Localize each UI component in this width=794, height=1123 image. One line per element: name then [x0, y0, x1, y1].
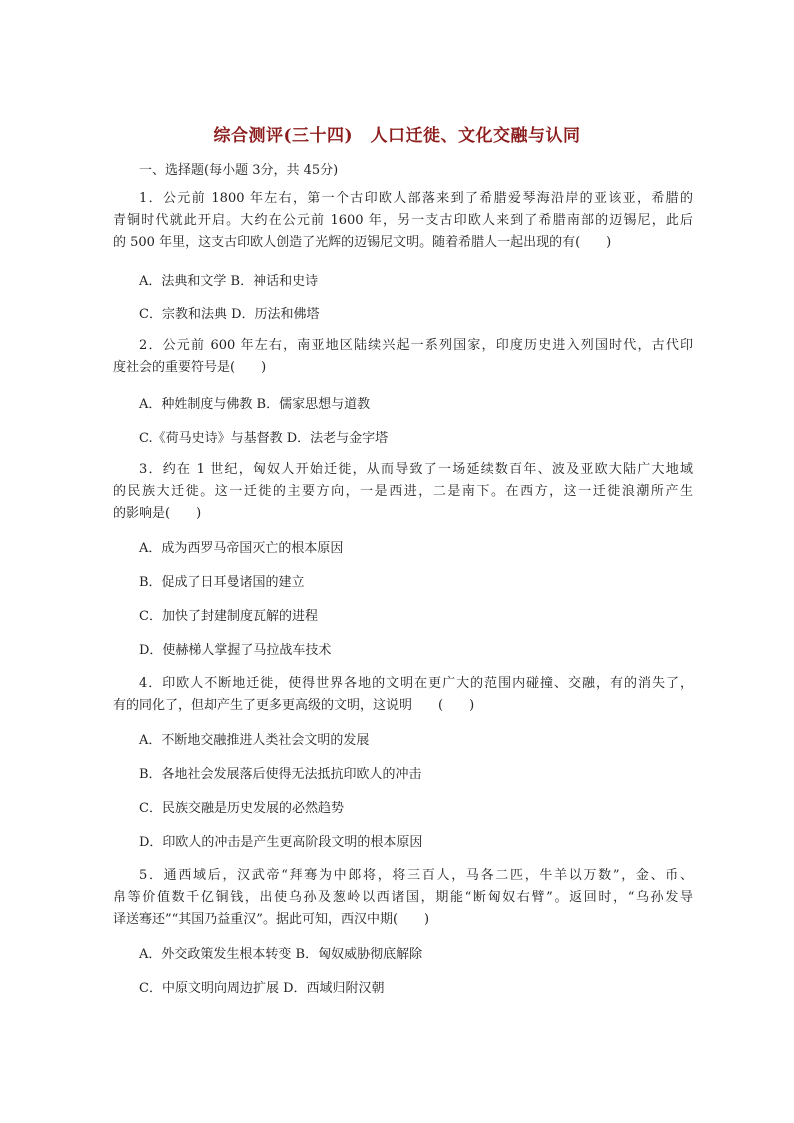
question-5-options-cd: C．中原文明向周边扩展 D．西域归附汉朝	[139, 981, 385, 996]
question-5-line-2: 帛等价值数千亿铜钱，出使乌孙及葱岭以西诸国，期能“断匈奴右臂”。返回时，“乌孙发导	[113, 890, 693, 905]
section-heading: 一、选择题(每小题 3分，共 45分)	[139, 163, 339, 178]
question-2-line-2: 度社会的重要符号是( )	[113, 360, 267, 375]
question-1-options-ab: A．法典和文学 B．神话和史诗	[139, 274, 319, 289]
question-3-option-c: C．加快了封建制度瓦解的进程	[139, 609, 318, 624]
question-4-line-1: 4．印欧人不断地迁徙，使得世界各地的文明在更广大的范围内碰撞、交融，有的消失了，	[139, 676, 693, 691]
question-3-line-2: 的民族大迁徙。这一迁徙的主要方向，一是西进，二是南下。在西方，这一迁徙浪潮所产生	[113, 484, 693, 499]
question-5-options-ab: A．外交政策发生根本转变 B．匈奴威胁彻底解除	[139, 947, 423, 962]
question-2-options-cd: C.《荷马史诗》与基督教 D．法老与金字塔	[139, 431, 389, 446]
question-1-line-1: 1．公元前 1800 年左右，第一个古印欧人部落来到了希腊爱琴海沿岸的亚该亚，希腊的	[139, 191, 693, 206]
question-1-line-3: 的 500 年里，这支古印欧人创造了光辉的迈锡尼文明。随着希腊人一起出现的有( )	[113, 235, 612, 250]
question-3-line-3: 的影响是( )	[113, 506, 202, 521]
question-4-line-2: 有的同化了，但却产生了更多更高级的文明，这说明 ( )	[113, 698, 475, 713]
question-1-options-cd: C．宗教和法典 D．历法和佛塔	[139, 307, 320, 322]
question-4-option-b: B．各地社会发展落后使得无法抵抗印欧人的冲击	[139, 767, 422, 782]
question-3-option-a: A．成为西罗马帝国灭亡的根本原因	[139, 541, 344, 556]
document-title: 综合测评(三十四) 人口迁徙、文化交融与认同	[213, 126, 581, 146]
question-4-option-d: D．印欧人的冲击是产生更高阶段文明的根本原因	[139, 835, 423, 850]
question-1-line-2: 青铜时代就此开启。大约在公元前 1600 年，另一支古印欧人来到了希腊南部的迈锡尼，此后	[113, 213, 693, 228]
question-2-options-ab: A．种姓制度与佛教 B．儒家思想与道教	[139, 397, 371, 412]
question-4-option-a: A．不断地交融推进人类社会文明的发展	[139, 733, 370, 748]
question-3-option-b: B．促成了日耳曼诸国的建立	[139, 575, 305, 590]
question-5-line-3: 译送骞还”“其国乃益重汉”。据此可知，西汉中期( )	[113, 912, 430, 927]
question-5-line-1: 5．通西域后，汉武帝“拜骞为中郎将，将三百人，马各二匹，牛羊以万数”，金、币、	[139, 868, 693, 883]
question-3-line-1: 3．约在 1 世纪，匈奴人开始迁徙，从而导致了一场延续数百年、波及亚欧大陆广大地域	[139, 462, 693, 477]
question-4-option-c: C．民族交融是历史发展的必然趋势	[139, 801, 344, 816]
question-3-option-d: D．使赫梯人掌握了马拉战车技术	[139, 643, 332, 658]
question-2-line-1: 2．公元前 600 年左右，南亚地区陆续兴起一系列国家，印度历史进入列国时代，古代印	[139, 338, 693, 353]
